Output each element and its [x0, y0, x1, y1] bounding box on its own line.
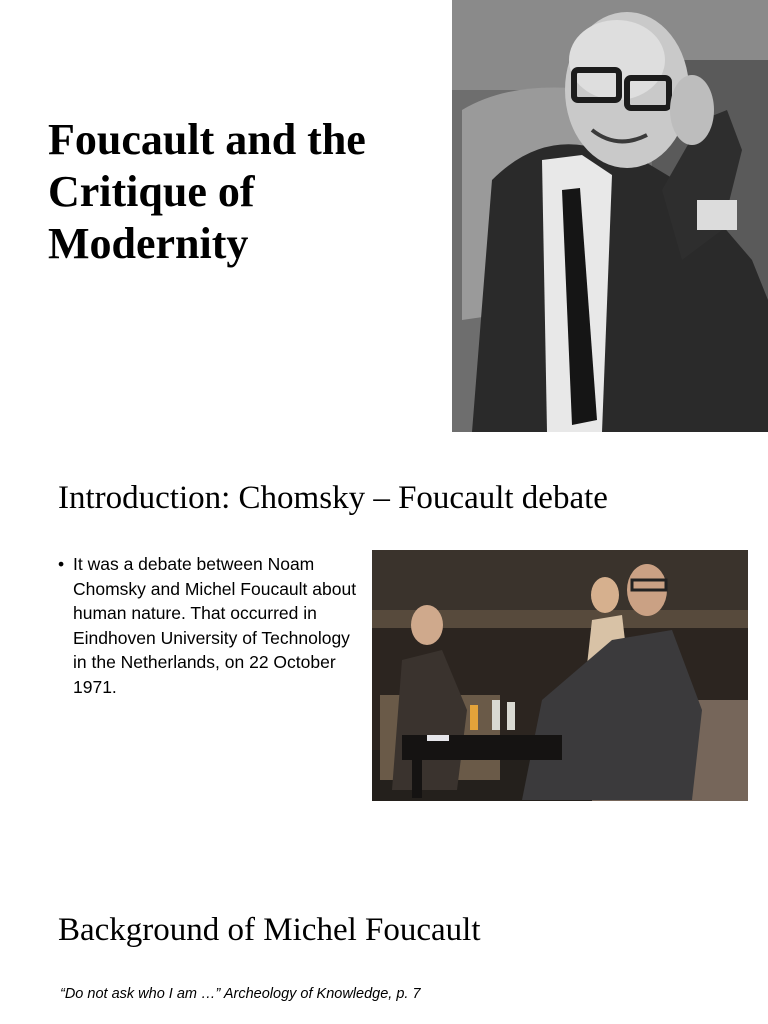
- foucault-portrait-photo: [452, 0, 768, 432]
- bullet-list: [58, 552, 358, 699]
- bullet-text: It was a debate between Noam Chomsky and Michel Foucault about human nature. That occurred in Eindhoven University of Technology in the Netherlands, on 22 October 1971.: [73, 554, 357, 697]
- slide-title-text: Foucault and the Critique of Modernity: [48, 115, 366, 268]
- slide-title: [0, 0, 768, 432]
- bullet-item: [58, 552, 358, 699]
- slide-background: [0, 880, 768, 1024]
- slide-introduction: [0, 442, 768, 812]
- slide-heading: Background of Michel Foucault: [58, 912, 481, 948]
- quote-text: “Do not ask who I am …” Archeology of Knowledge, p. 7: [60, 986, 421, 1002]
- bullet-icon: •: [58, 554, 65, 574]
- debate-photo: [372, 550, 748, 801]
- slide-heading: Introduction: Chomsky – Foucault debate: [58, 480, 608, 516]
